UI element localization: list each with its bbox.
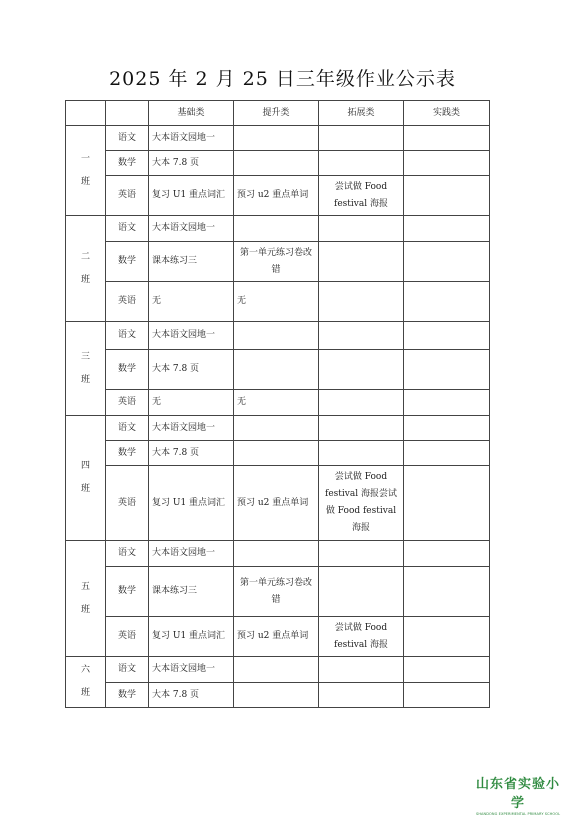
subject-cell: 语文: [106, 216, 149, 242]
class-name-char: 四: [80, 461, 90, 471]
table-row: [66, 416, 490, 441]
table-row: [66, 242, 490, 282]
table-row: [66, 466, 490, 541]
homework-practice-cell: [404, 466, 490, 541]
homework-practice-cell: [404, 151, 490, 176]
homework-improve-cell: 预习 u2 重点单词: [234, 176, 319, 216]
table-row: [66, 657, 490, 683]
homework-improve-cell: 无: [234, 282, 319, 322]
class-name-char: 班: [80, 484, 90, 494]
table-row: [66, 176, 490, 216]
homework-basic-cell: 课本练习三: [149, 242, 234, 282]
class-name-cell: [66, 126, 106, 216]
subject-cell: 数学: [106, 441, 149, 466]
homework-basic-cell: 大本语文园地一: [149, 322, 234, 350]
homework-extend-cell: [319, 390, 404, 416]
homework-practice-cell: [404, 176, 490, 216]
homework-improve-cell: [234, 416, 319, 441]
homework-practice-cell: [404, 216, 490, 242]
subject-cell: 英语: [106, 617, 149, 657]
homework-practice-cell: [404, 126, 490, 151]
homework-basic-cell: 大本 7.8 页: [149, 683, 234, 708]
homework-practice-cell: [404, 350, 490, 390]
table-row: [66, 350, 490, 390]
table-row: [66, 216, 490, 242]
homework-practice-cell: [404, 390, 490, 416]
homework-basic-cell: 大本语文园地一: [149, 216, 234, 242]
class-name-char: 六: [80, 665, 90, 675]
homework-improve-cell: [234, 683, 319, 708]
header-cell-extend: 拓展类: [319, 101, 404, 126]
homework-extend-cell: 尝试做 Food festival 海报: [319, 617, 404, 657]
table-row: [66, 567, 490, 617]
table-row: [66, 282, 490, 322]
homework-basic-cell: 大本 7.8 页: [149, 151, 234, 176]
homework-basic-cell: 大本语文园地一: [149, 541, 234, 567]
homework-basic-cell: 复习 U1 重点词汇: [149, 176, 234, 216]
header-cell-practice: 实践类: [404, 101, 490, 126]
homework-improve-cell: [234, 350, 319, 390]
school-logo-name: 山东省实验小学: [476, 777, 561, 811]
homework-improve-cell: [234, 322, 319, 350]
homework-table: [65, 100, 490, 708]
homework-basic-cell: 无: [149, 282, 234, 322]
homework-basic-cell: 大本语文园地一: [149, 416, 234, 441]
table-body: [66, 126, 490, 708]
homework-improve-cell: 第一单元练习卷改错: [234, 242, 319, 282]
class-name-cell: [66, 657, 106, 708]
table-row: [66, 151, 490, 176]
subject-cell: 语文: [106, 322, 149, 350]
homework-extend-cell: [319, 683, 404, 708]
homework-practice-cell: [404, 567, 490, 617]
header-cell-improve: 提升类: [234, 101, 319, 126]
homework-basic-cell: 复习 U1 重点词汇: [149, 617, 234, 657]
homework-extend-cell: [319, 350, 404, 390]
class-name-char: 五: [80, 581, 90, 592]
homework-practice-cell: [404, 683, 490, 708]
homework-extend-cell: [319, 282, 404, 322]
homework-basic-cell: 大本语文园地一: [149, 657, 234, 683]
class-name-char: 三: [80, 351, 90, 362]
homework-practice-cell: [404, 541, 490, 567]
school-logo: [476, 773, 560, 816]
homework-practice-cell: [404, 416, 490, 441]
class-name-char: 班: [80, 274, 90, 285]
class-name-char: 班: [80, 374, 90, 385]
homework-practice-cell: [404, 441, 490, 466]
homework-extend-cell: [319, 567, 404, 617]
subject-cell: 英语: [106, 390, 149, 416]
table-row: [66, 617, 490, 657]
table-row: [66, 126, 490, 151]
homework-basic-cell: 大本 7.8 页: [149, 441, 234, 466]
class-name-cell: [66, 541, 106, 657]
header-cell-class: [66, 101, 106, 126]
homework-extend-cell: [319, 441, 404, 466]
homework-basic-cell: 复习 U1 重点词汇: [149, 466, 234, 541]
table-row: [66, 322, 490, 350]
subject-cell: 数学: [106, 567, 149, 617]
subject-cell: 数学: [106, 242, 149, 282]
homework-improve-cell: [234, 441, 319, 466]
class-name-cell: [66, 416, 106, 541]
class-name-cell: [66, 322, 106, 416]
table-row: [66, 441, 490, 466]
subject-cell: 英语: [106, 282, 149, 322]
subject-cell: 语文: [106, 541, 149, 567]
page-title: 2025 年 2 月 25 日三年级作业公示表: [109, 68, 456, 90]
table-row: [66, 683, 490, 708]
homework-extend-cell: [319, 151, 404, 176]
header-cell-basic: 基础类: [149, 101, 234, 126]
header-row: [66, 101, 490, 126]
table-row: [66, 390, 490, 416]
homework-improve-cell: [234, 126, 319, 151]
subject-cell: 数学: [106, 151, 149, 176]
homework-extend-cell: [319, 416, 404, 441]
homework-improve-cell: [234, 151, 319, 176]
class-name-cell: [66, 216, 106, 322]
homework-extend-cell: 尝试做 Food festival 海报: [319, 176, 404, 216]
homework-extend-cell: 尝试做 Food festival 海报尝试做 Food festival 海报: [319, 466, 404, 541]
homework-basic-cell: 大本语文园地一: [149, 126, 234, 151]
homework-improve-cell: 无: [234, 390, 319, 416]
homework-basic-cell: 无: [149, 390, 234, 416]
subject-cell: 语文: [106, 657, 149, 683]
homework-practice-cell: [404, 322, 490, 350]
homework-practice-cell: [404, 282, 490, 322]
homework-improve-cell: [234, 216, 319, 242]
class-name-char: 班: [80, 688, 90, 698]
homework-extend-cell: [319, 541, 404, 567]
homework-practice-cell: [404, 617, 490, 657]
homework-practice-cell: [404, 657, 490, 683]
homework-extend-cell: [319, 242, 404, 282]
school-logo-english: SHANDONG EXPERIMENTAL PRIMARY SCHOOL: [476, 812, 561, 816]
subject-cell: 英语: [106, 466, 149, 541]
homework-improve-cell: 第一单元练习卷改错: [234, 567, 319, 617]
subject-cell: 数学: [106, 683, 149, 708]
homework-improve-cell: [234, 657, 319, 683]
table-row: [66, 541, 490, 567]
header-cell-subject: [106, 101, 149, 126]
subject-cell: 语文: [106, 416, 149, 441]
homework-improve-cell: [234, 541, 319, 567]
subject-cell: 语文: [106, 126, 149, 151]
homework-extend-cell: [319, 126, 404, 151]
homework-improve-cell: 预习 u2 重点单词: [234, 466, 319, 541]
homework-improve-cell: 预习 u2 重点单词: [234, 617, 319, 657]
subject-cell: 数学: [106, 350, 149, 390]
subject-cell: 英语: [106, 176, 149, 216]
homework-extend-cell: [319, 657, 404, 683]
homework-practice-cell: [404, 242, 490, 282]
homework-basic-cell: 课本练习三: [149, 567, 234, 617]
class-name-char: 二: [80, 251, 90, 262]
homework-basic-cell: 大本 7.8 页: [149, 350, 234, 390]
homework-extend-cell: [319, 322, 404, 350]
homework-extend-cell: [319, 216, 404, 242]
class-name-char: 班: [80, 176, 90, 187]
class-name-char: 班: [80, 604, 90, 615]
class-name-char: 一: [80, 153, 90, 164]
